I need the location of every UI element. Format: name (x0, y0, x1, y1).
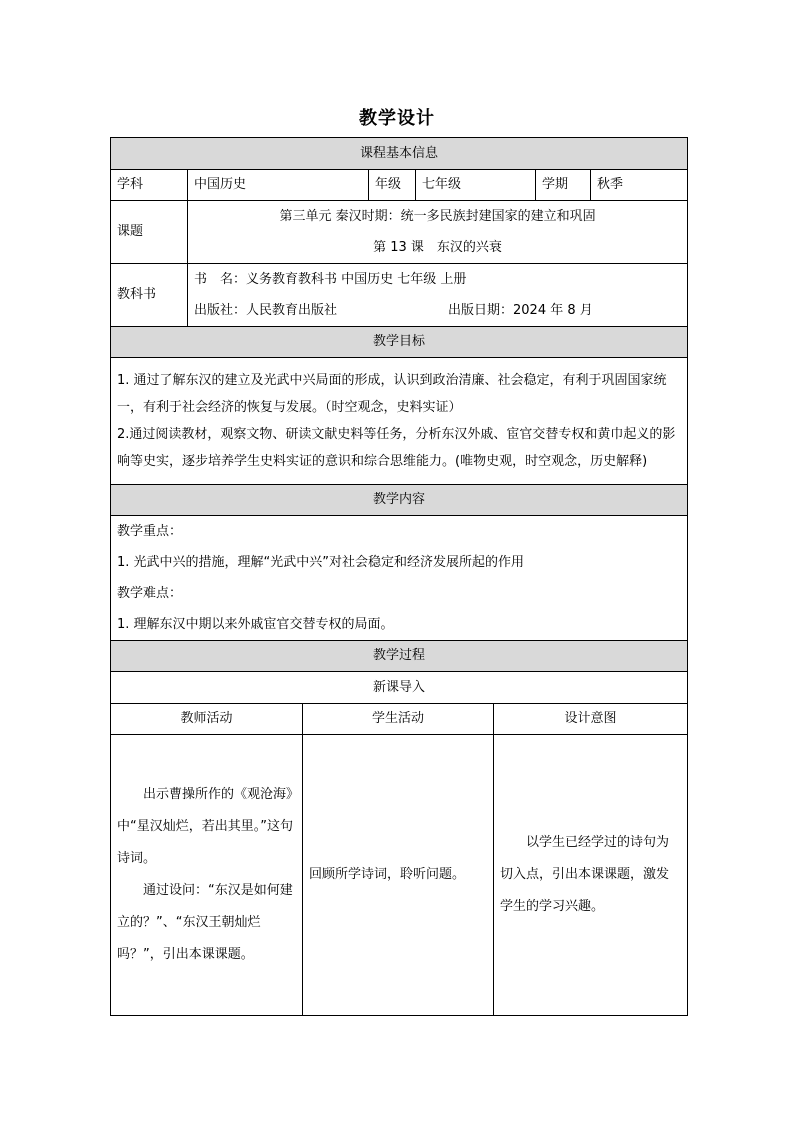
student-activity: 回顾所学诗词，聆听问题。 (309, 867, 466, 882)
topic-unit: 第三单元 秦汉时期：统一多民族封建国家的建立和巩固 (279, 209, 596, 224)
teacher-activity-cell (111, 735, 303, 1016)
intro-section-header: 新课导入 (111, 672, 688, 704)
teacher-activity-2: 通过设问：“东汉是如何建立的？”、“东汉王朝灿烂吗？”，引出本课课题。 (117, 883, 293, 962)
design-intent-header: 设计意图 (494, 704, 688, 735)
design-intent-cell (494, 735, 688, 1016)
teacher-activity-1: 出示曹操所作的《观沧海》中“星汉灿烂，若出其里。”这句诗词。 (117, 787, 293, 866)
term-value: 秋季 (591, 170, 688, 201)
teacher-activity-header: 教师活动 (111, 704, 303, 735)
student-activity-header: 学生活动 (303, 704, 494, 735)
textbook-publisher-line (194, 295, 681, 326)
content-body (111, 516, 688, 641)
publisher: 出版社：人民教育出版社 (194, 303, 338, 318)
topic-label: 课题 (111, 201, 188, 264)
topic-value (188, 201, 688, 264)
goal-2: 2.通过阅读教材，观察文物、研读文献史料等任务，分析东汉外戚、宦官交替专权和黄巾起义的影响等史实，逐步培养学生史料实证的意识和综合思维能力。(唯物史观，时空观念，历史解释) (117, 427, 676, 469)
textbook-value (188, 264, 688, 327)
content-header: 教学内容 (111, 485, 688, 516)
textbook-label: 教科书 (111, 264, 188, 327)
process-header: 教学过程 (111, 641, 688, 672)
grade-value: 七年级 (416, 170, 536, 201)
publish-date: 出版日期：2024 年 8 月 (448, 303, 593, 318)
textbook-name: 书 名：义务教育教科书 中国历史 七年级 上册 (194, 272, 467, 287)
key-points-label: 教学重点： (117, 524, 183, 539)
key-point-1: 1. 光武中兴的措施，理解“光武中兴”对社会稳定和经济发展所起的作用 (117, 555, 525, 570)
goals-body (111, 358, 688, 485)
grade-label: 年级 (369, 170, 416, 201)
basic-info-header: 课程基本信息 (111, 138, 688, 170)
goal-1: 1. 通过了解东汉的建立及光武中兴局面的形成，认识到政治清廉、社会稳定，有利于巩固国家统一，有利于社会经济的恢复与发展。（时空观念，史料实证） (117, 373, 667, 415)
subject-label: 学科 (111, 170, 188, 201)
design-intent: 以学生已经学过的诗句为切入点，引出本课课题，激发学生的学习兴趣。 (500, 835, 670, 914)
term-label: 学期 (536, 170, 591, 201)
difficulty-label: 教学难点： (117, 586, 183, 601)
lesson-plan-table (110, 137, 688, 1016)
difficulty-1: 1. 理解东汉中期以来外戚宦官交替专权的局面。 (117, 617, 394, 632)
subject-value: 中国历史 (188, 170, 369, 201)
topic-lesson: 第 13 课 东汉的兴衰 (373, 240, 502, 255)
document-title: 教学设计 (359, 108, 435, 129)
student-activity-cell (303, 735, 494, 1016)
goals-header: 教学目标 (111, 327, 688, 358)
